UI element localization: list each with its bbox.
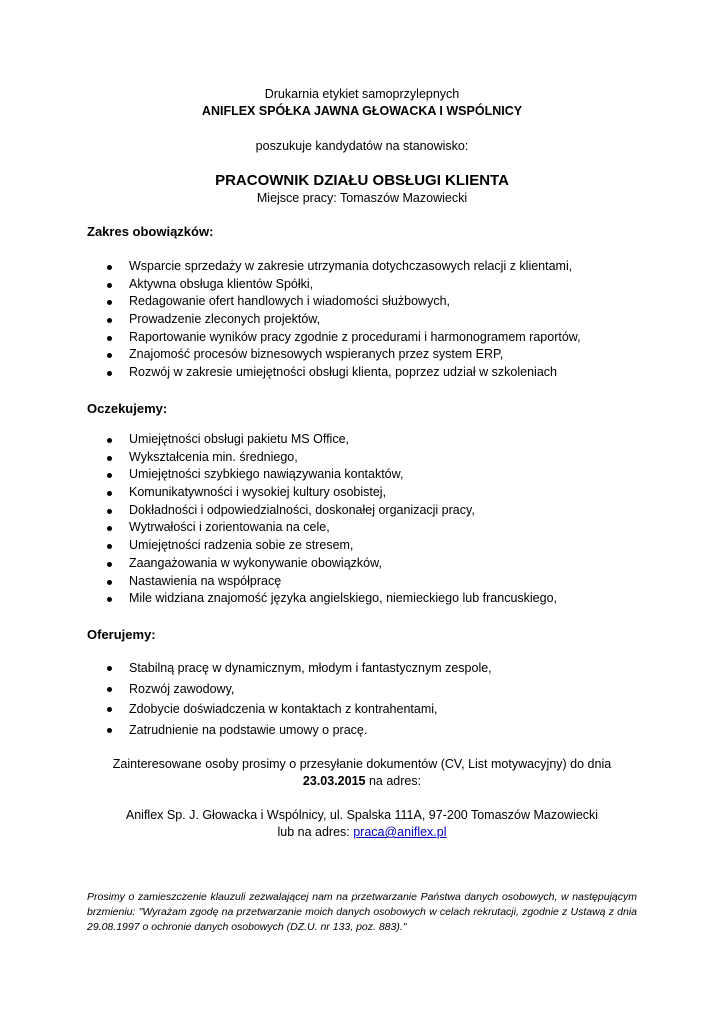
company-subtitle: Drukarnia etykiet samoprzylepnych xyxy=(264,87,460,101)
company-name: ANIFLEX SPÓŁKA JAWNA GŁOWACKA I WSPÓLNICY xyxy=(201,104,523,118)
list-item-text: Prowadzenie zleconych projektów, xyxy=(129,312,321,327)
list-item-text: Umiejętności radzenia sobie ze stresem, xyxy=(129,538,354,553)
bullet-icon xyxy=(107,283,112,288)
list-item-text: Zdobycie doświadczenia w kontaktach z kontrahentami, xyxy=(129,702,438,716)
bullet-icon xyxy=(107,336,112,341)
offer-heading: Oferujemy: xyxy=(87,627,156,642)
list-item-text: Rozwój zawodowy, xyxy=(129,681,235,696)
list-item xyxy=(87,484,647,502)
list-item-text: Mile widziana znajomość języka angielskiego, niemieckiego lub francuskiego, xyxy=(129,591,557,606)
bullet-icon xyxy=(107,509,112,514)
list-item xyxy=(87,590,647,608)
bullet-icon xyxy=(107,371,112,376)
list-item xyxy=(87,364,647,382)
position-title: PRACOWNIK DZIAŁU OBSŁUGI KLIENTA xyxy=(215,172,509,189)
requirements-heading: Oczekujemy: xyxy=(87,401,168,416)
email-link[interactable]: praca@aniflex.pl xyxy=(353,825,447,839)
list-item-text: Stabilną pracę w dynamicznym, młodym i fantastycznym zespole, xyxy=(129,661,492,675)
bullet-icon xyxy=(107,728,112,733)
list-item-text: Zatrudnienie na podstawie umowy o pracę. xyxy=(129,722,368,737)
bullet-icon xyxy=(107,318,112,323)
list-item xyxy=(87,329,647,347)
list-item xyxy=(87,658,647,679)
offer-list xyxy=(87,658,647,740)
apply-deadline: 23.03.2015 xyxy=(302,774,366,788)
bullet-icon xyxy=(107,580,112,585)
seeking-text: poszukuje kandydatów na stanowisko: xyxy=(255,139,469,153)
bullet-icon xyxy=(107,687,112,692)
list-item-text: Znajomość procesów biznesowych wspieranych przez system ERP, xyxy=(129,347,504,362)
bullet-icon xyxy=(107,491,112,496)
apply-instruction: Zainteresowane osoby prosimy o przesyłanie dokumentów (CV, List motywacyjny) do dnia xyxy=(112,757,612,771)
requirements-list xyxy=(87,431,647,608)
email-prefix: lub na adres: xyxy=(277,825,354,839)
list-item-text: Aktywna obsługa klientów Spółki, xyxy=(129,276,314,291)
data-processing-disclaimer: Prosimy o zamieszczenie klauzuli zezwalającej nam na przetwarzanie Państwa danych osobowych, w następującym brzmieniu: "Wyrażam zgodę na przetwarzanie moich danych osobowych w celach rekrutacji, zgodnie z Ustawą z dnia 29.08.1997 o ochronie danych osobowych (DZ.U. nr 133, poz. 883)." xyxy=(87,891,637,933)
bullet-icon xyxy=(107,597,112,602)
list-item-text: Nastawienia na współpracę xyxy=(129,573,282,588)
apply-deadline-suffix: na adres: xyxy=(365,774,422,788)
list-item xyxy=(87,258,647,276)
list-item-text: Umiejętności szybkiego nawiązywania kontaktów, xyxy=(129,467,404,482)
list-item-text: Wsparcie sprzedaży w zakresie utrzymania dotychczasowych relacji z klientami, xyxy=(129,259,573,273)
list-item xyxy=(87,555,647,573)
list-item-text: Zaangażowania w wykonywanie obowiązków, xyxy=(129,555,382,570)
list-item xyxy=(87,466,647,484)
list-item xyxy=(87,679,647,700)
workplace-text: Miejsce pracy: Tomaszów Mazowiecki xyxy=(256,191,468,205)
bullet-icon xyxy=(107,300,112,305)
list-item-text: Wytrwałości i zorientowania na cele, xyxy=(129,520,330,535)
list-item-text: Wykształcenia min. średniego, xyxy=(129,449,298,464)
bullet-icon xyxy=(107,526,112,531)
list-item xyxy=(87,699,647,720)
bullet-icon xyxy=(107,666,112,671)
list-item xyxy=(87,573,647,591)
bullet-icon xyxy=(107,544,112,549)
list-item xyxy=(87,431,647,449)
list-item-text: Umiejętności obsługi pakietu MS Office, xyxy=(129,432,350,446)
postal-address: Aniflex Sp. J. Głowacka i Wspólnicy, ul. Spalska 111A, 97-200 Tomaszów Mazowiecki xyxy=(125,808,599,822)
bullet-icon xyxy=(107,456,112,461)
list-item xyxy=(87,311,647,329)
list-item-text: Komunikatywności i wysokiej kultury osobistej, xyxy=(129,485,387,500)
email-line xyxy=(0,824,724,841)
list-item xyxy=(87,537,647,555)
list-item-text: Rozwój w zakresie umiejętności obsługi klienta, poprzez udział w szkoleniach xyxy=(129,365,557,380)
list-item xyxy=(87,449,647,467)
list-item-text: Raportowanie wyników pracy zgodnie z procedurami i harmonogramem raportów, xyxy=(129,329,581,344)
responsibilities-heading: Zakres obowiązków: xyxy=(87,224,214,239)
bullet-icon xyxy=(107,707,112,712)
bullet-icon xyxy=(107,562,112,567)
bullet-icon xyxy=(107,473,112,478)
list-item xyxy=(87,293,647,311)
list-item-text: Dokładności i odpowiedzialności, doskonałej organizacji pracy, xyxy=(129,502,475,517)
bullet-icon xyxy=(107,265,112,270)
apply-deadline-line xyxy=(0,773,724,790)
list-item xyxy=(87,720,647,741)
list-item xyxy=(87,346,647,364)
list-item-text: Redagowanie ofert handlowych i wiadomości służbowych, xyxy=(129,294,451,309)
list-item xyxy=(87,502,647,520)
responsibilities-list xyxy=(87,258,647,382)
list-item xyxy=(87,276,647,294)
bullet-icon xyxy=(107,353,112,358)
list-item xyxy=(87,519,647,537)
bullet-icon xyxy=(107,438,112,443)
